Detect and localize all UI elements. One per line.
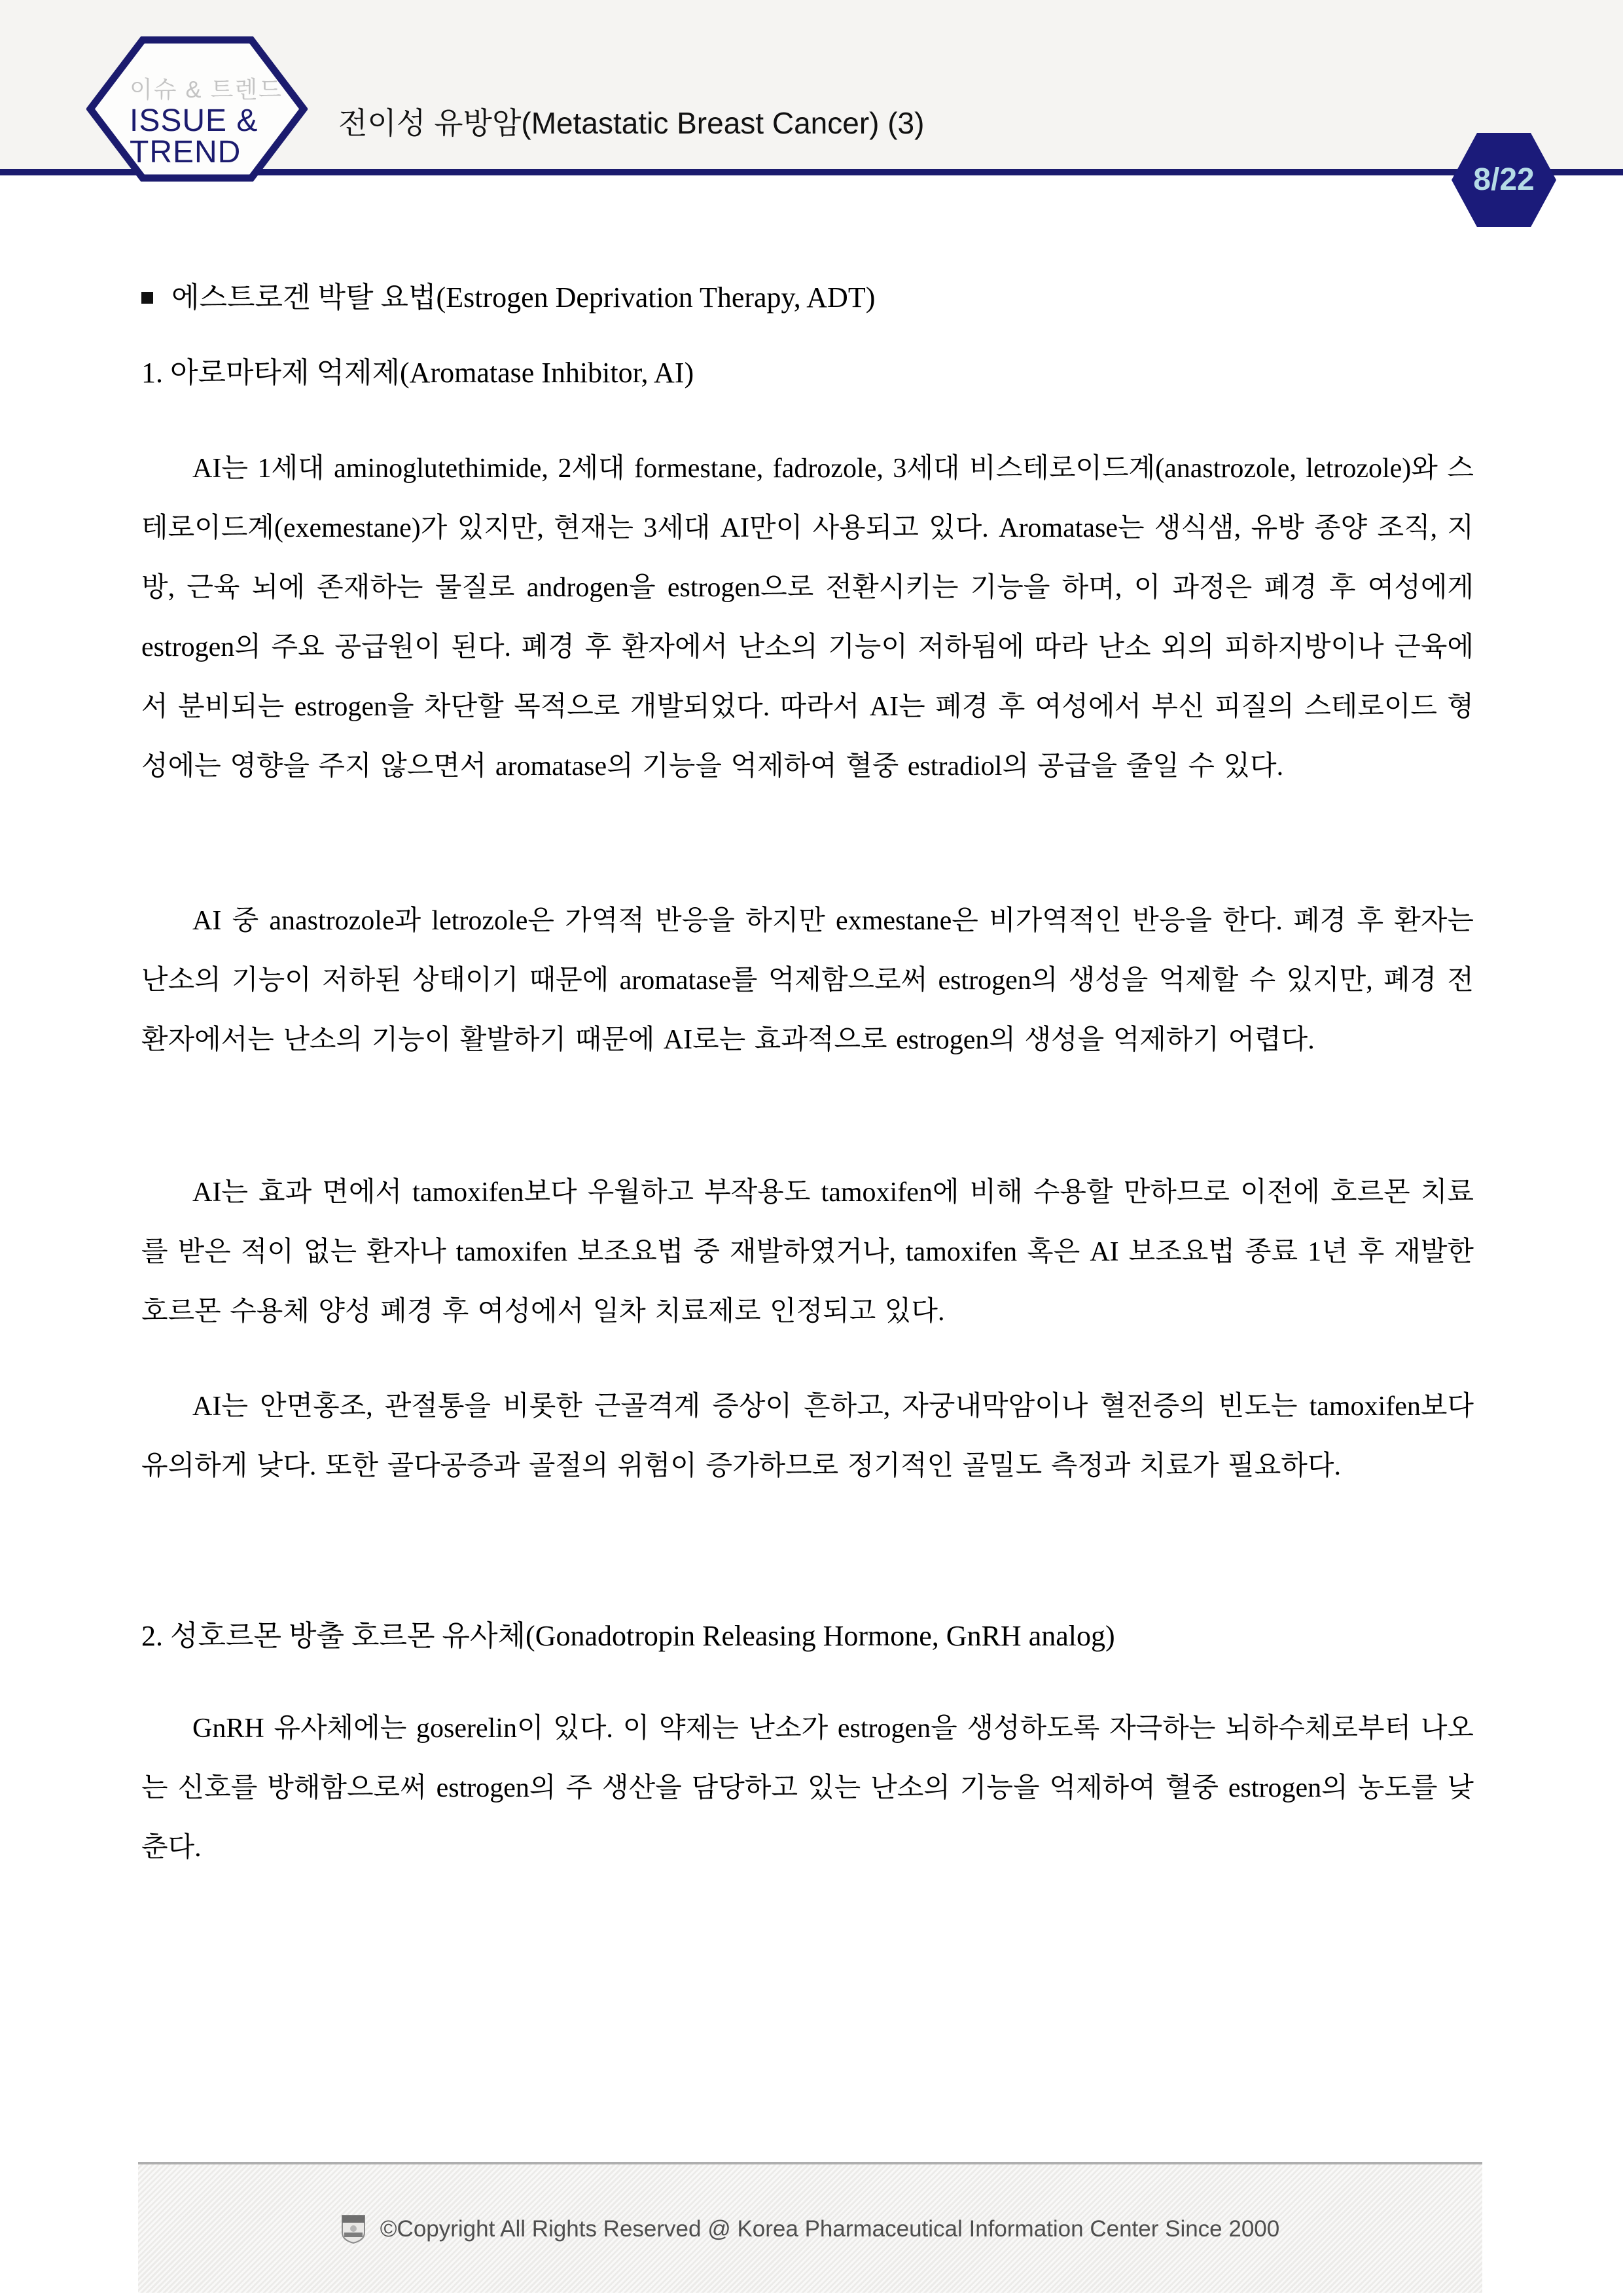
kpic-shield-icon (341, 2214, 366, 2244)
page-number: 8/22 (1473, 162, 1535, 197)
logo-tagline: 이슈 & 트렌드 (130, 76, 283, 103)
paragraph: AI는 효과 면에서 tamoxifen보다 우월하고 부작용도 tamoxifen에 비해 수용할 만하므로 이전에 호르몬 치료를 받은 적이 없는 환자나 tamoxifen 보조요법 중 재발하였거나, tamoxifen 혹은 AI 보조요법 종료 1년 후 재발한 호르몬 수용체 양성 폐경 후 여성에서 일차 치료제로 인정되고 있다. (141, 1177, 1474, 1327)
logo-text (130, 74, 283, 168)
logo-title-line1: ISSUE & (130, 103, 259, 138)
page-header (0, 0, 1623, 197)
section-2-heading: 2. 성호르몬 방출 호르몬 유사체(Gonadotropin Releasing Hormone, GnRH analog) (141, 1620, 1115, 1652)
paragraph: GnRH 유사체에는 goserelin이 있다. 이 약제는 난소가 estrogen을 생성하도록 자극하는 뇌하수체로부터 나오는 신호를 방해함으로써 estrogen의 주 생산을 담당하고 있는 난소의 기능을 억제하여 혈중 estrogen의 농도를 낮춘다. (141, 1713, 1474, 1863)
page-footer (138, 2162, 1482, 2293)
issue-trend-logo (86, 36, 308, 182)
copyright-text: ©Copyright All Rights Reserved @ Korea Pharmaceutical Information Center Since 2000 (380, 2216, 1280, 2242)
page-number-badge (1452, 133, 1556, 227)
square-bullet-icon (141, 292, 153, 304)
paragraph: AI 중 anastrozole과 letrozole은 가역적 반응을 하지만 exmestane은 비가역적인 반응을 한다. 폐경 후 환자는 난소의 기능이 저하된 상태이기 때문에 aromatase를 억제함으로써 estrogen의 생성을 억제할 수 있지만, 폐경 전 환자에서는 난소의 기능이 활발하기 때문에 AI로는 효과적으로 estrogen의 생성을 억제하기 어렵다. (141, 906, 1474, 1055)
paragraph: AI는 1세대 aminoglutethimide, 2세대 formestane, fadrozole, 3세대 비스테로이드계(anastrozole, letrozole)와 스테로이드계(exemestane)가 있지만, 현재는 3세대 AI만이 사용되고 있다. Aromatase는 생식샘, 유방 종양 조직, 지방, 근육 뇌에 존재하는 물질로 androgen을 estrogen으로 전환시키는 기능을 하며, 이 과정은 폐경 후 여성에게 estrogen의 주요 공급원이 된다. 폐경 후 환자에서 난소의 기능이 저하됨에 따라 난소 외의 피하지방이나 근육에서 분비되는 estrogen을 차단할 목적으로 개발되었다. 따라서 AI는 폐경 후 여성에서 부신 피질의 스테로이드 형성에는 영향을 주지 않으면서 aromatase의 기능을 억제하여 혈중 estradiol의 공급을 줄일 수 있다. (141, 454, 1474, 781)
main-heading (141, 279, 1474, 316)
logo-title-line2: TREND (130, 135, 241, 170)
section-1-heading: 1. 아로마타제 억제제(Aromatase Inhibitor, AI) (141, 357, 694, 389)
document-title: 전이성 유방암(Metastatic Breast Cancer) (3) (338, 106, 925, 140)
paragraph: AI는 안면홍조, 관절통을 비롯한 근골격계 증상이 흔하고, 자궁내막암이나 혈전증의 빈도는 tamoxifen보다 유의하게 낮다. 또한 골다공증과 골절의 위험이 증가하므로 정기적인 골밀도 측정과 치료가 필요하다. (141, 1391, 1474, 1481)
main-heading-text: 에스트로겐 박탈 요법(Estrogen Deprivation Therapy, ADT) (171, 281, 876, 314)
